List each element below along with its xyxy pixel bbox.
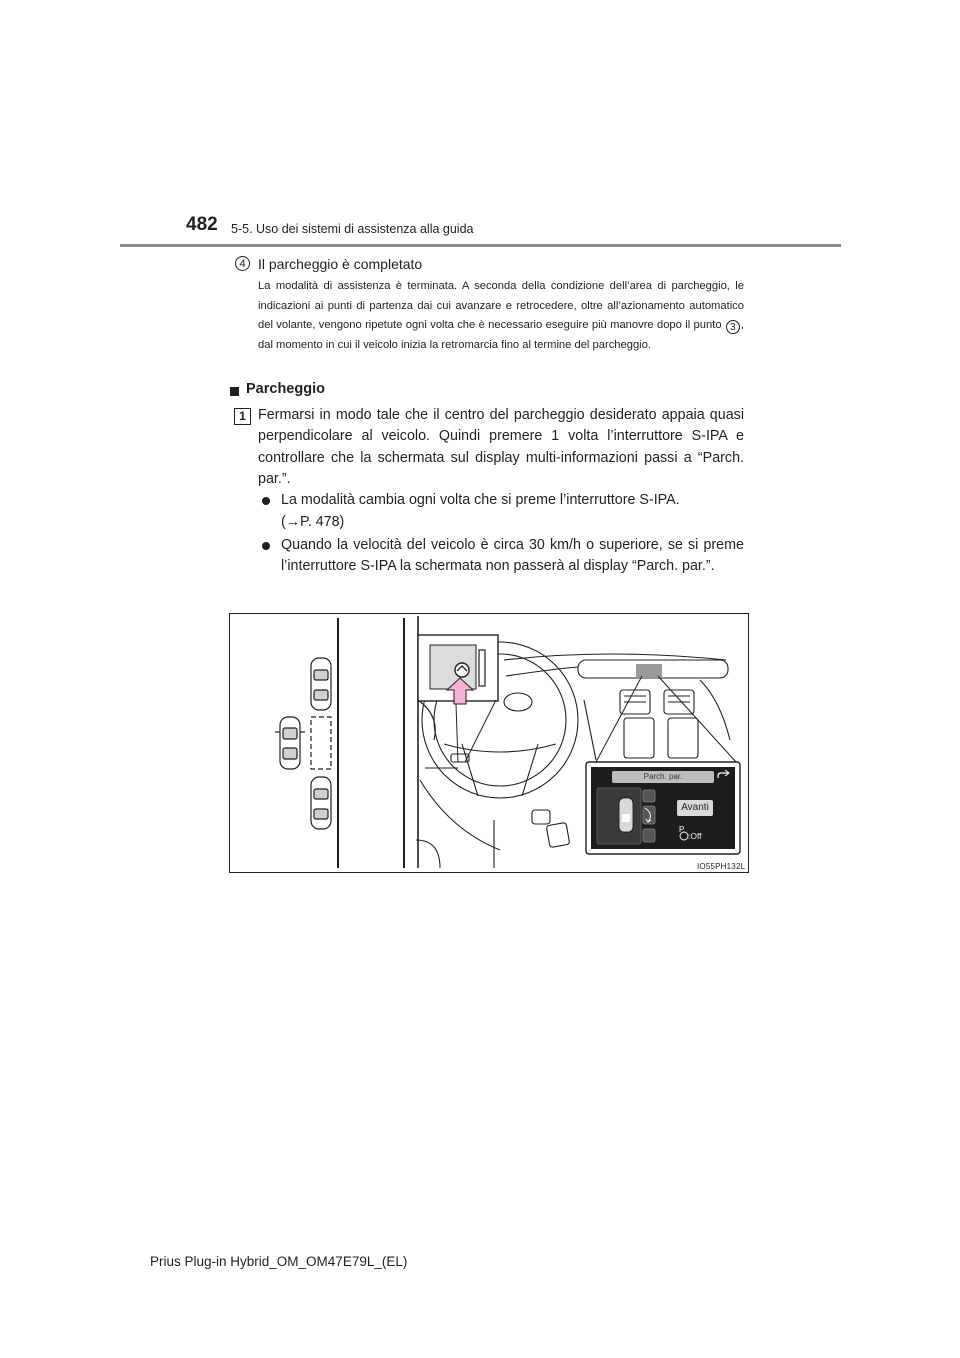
step-4-title: Il parcheggio è completato <box>258 256 423 272</box>
image-code: IO55PH132L <box>697 862 746 871</box>
parked-car-top-icon <box>311 658 331 710</box>
display-mode-title: Parch. par. <box>612 771 714 783</box>
bullet-1-text: La modalità cambia ogni volta che si preme l’interruttore S-IPA. <box>281 492 680 508</box>
parked-car-bottom-icon <box>311 777 331 829</box>
s-ipa-switch-callout <box>418 635 498 762</box>
step-1-text: Fermarsi in modo tale che il centro del parcheggio desiderato appaia quasi perpendicolare al veicolo. Quindi premere 1 volta l’interruttore S-IPA e controllare che la schermata sul display multi-informazioni passi a “Parch. par.”. <box>258 407 744 488</box>
page-number: 482 <box>186 214 218 235</box>
own-car-icon <box>275 717 305 769</box>
step-4-description-after: , dal momento in cui il veicolo inizia la retromarcia fino al termine del parcheggio. <box>258 319 744 351</box>
parcheggio-heading: Parcheggio <box>246 381 325 397</box>
bullet-2-text: Quando la velocità del veicolo è circa 30 km/h o superiore, se si preme l’interruttore S-IPA la schermata non passerà al display “Parch. par.”. <box>281 537 744 575</box>
step-4-marker: 4 <box>235 256 250 271</box>
parking-diagram <box>275 618 404 868</box>
display-off-label: :Off <box>688 831 702 841</box>
display-avanti-button: Avanti <box>677 800 713 816</box>
bullet-1-page-reference: (→P. 478) <box>281 514 345 530</box>
step-4-description-before: La modalità di assistenza è terminata. A seconda della condizione dell’area di parcheggio, le indicazioni ai punti di partenza dai cui avanzare e retrocedere, oltre all’azionamento automatico del volante, vengono ripetute ogni volta che è necessario eseguire più manovre dopo il punto <box>258 280 744 331</box>
section-title: 5-5. Uso dei sistemi di assistenza alla guida <box>231 222 474 236</box>
switch-letter: P <box>679 825 685 834</box>
footer-model-text: Prius Plug-in Hybrid_OM_OM47E79L_(EL) <box>150 1254 408 1269</box>
inline-step-3-marker: 3 <box>726 320 740 334</box>
display-callout-lines <box>596 676 736 762</box>
step-1-marker: 1 <box>234 408 251 425</box>
target-parking-space <box>311 717 331 769</box>
